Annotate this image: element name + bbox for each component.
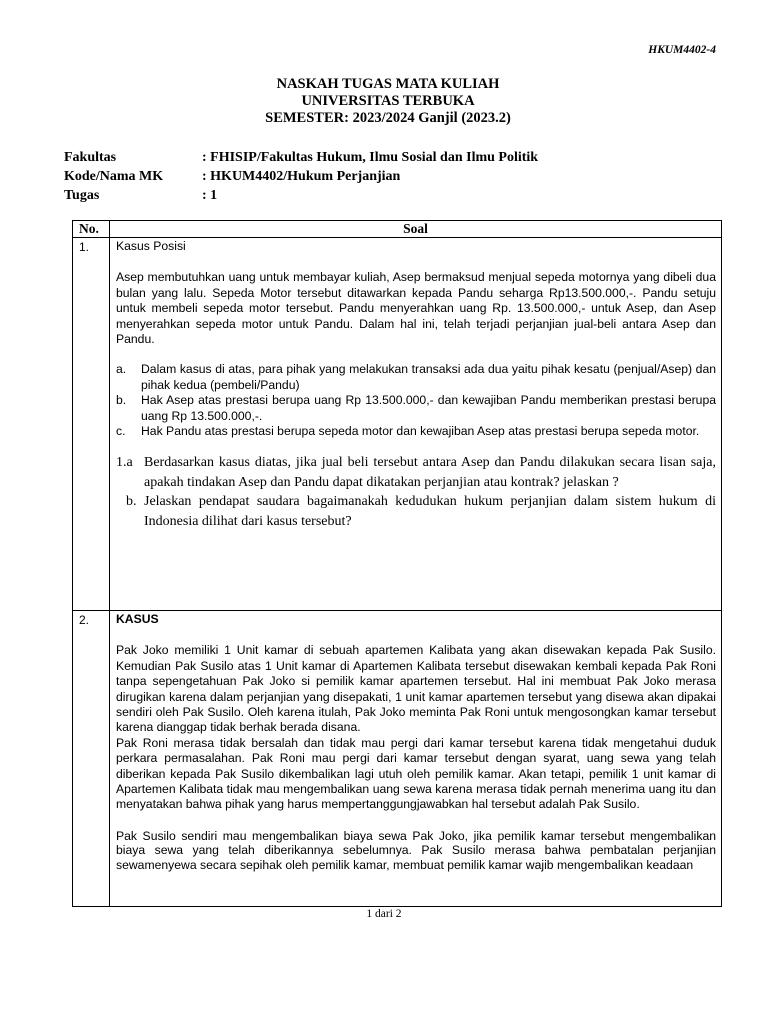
- page-number: 1 dari 2: [366, 908, 402, 920]
- questions-block: [116, 453, 716, 531]
- meta-value: : HKUM4402/Hukum Perjanjian: [202, 169, 401, 184]
- question-number: 1.: [73, 238, 110, 611]
- case-text: Asep membutuhkan uang untuk membayar kuliah, Asep bermaksud menjual sepeda motornya yang dibeli dua bulan yang lalu. Sepeda Motor tersebut ditawarkan kepada Pandu seharga Rp13.500.000,-. Pandu setuju untuk membeli sepeda motor tersebut. Pandu menyerahkan uang Rp. 13.500.000,- untuk Asep, dan Asep menyerahkan sepeda motor untuk Pandu. Dalam hal ini, telah terjadi perjanjian jual-beli antara Asep dan Pandu.: [116, 270, 716, 347]
- question-a: 1.a Berdasarkan kasus diatas, jika jual beli tersebut antara Asep dan Pandu dilakukan secara lisan saja, apakah tindakan Asep dan Pandu dapat dikatakan perjanjian atau kontrak? jelaskan ?: [116, 455, 716, 490]
- header-university: UNIVERSITAS TERBUKA: [301, 93, 475, 109]
- case-paragraph: Pak Susilo sendiri mau mengembalikan biaya sewa Pak Joko, jika pemilik kamar tersebut mengembalikan biaya sewa yang telah diberikannya sebelumnya. Pak Susilo merasa bahwa pembatalan perjanjian sewamenyewa secara sepihak oleh pemilik kamar, membuat pemilik kamar wajib mengembalikan keadaan: [116, 828, 716, 873]
- document-code: HKUM4402-4: [648, 44, 716, 56]
- meta-label: Tugas: [64, 188, 100, 203]
- column-header-no: No.: [73, 221, 110, 238]
- question-row-2: [73, 611, 722, 907]
- meta-value: : 1: [202, 188, 218, 203]
- list-item: a. Dalam kasus di atas, para pihak yang melakukan transaksi ada dua yaitu pihak kesatu (penjual/Asep) dan pihak kedua (pembeli/Pandu): [116, 362, 716, 392]
- header-semester: SEMESTER: 2023/2024 Ganjil (2023.2): [265, 110, 511, 126]
- column-header-soal: Soal: [110, 221, 722, 238]
- case-title: KASUS: [116, 612, 159, 626]
- meta-label: Fakultas: [64, 150, 117, 165]
- questions-table: [72, 220, 722, 907]
- question-content: [110, 238, 722, 611]
- meta-row-course: [64, 167, 538, 186]
- list-item: c. Hak Pandu atas prestasi berupa sepeda motor dan kewajiban Asep atas prestasi berupa sepeda motor.: [116, 424, 700, 439]
- case-title: Kasus Posisi: [116, 239, 186, 253]
- meta-row-assignment: [64, 186, 538, 205]
- question-b: b. Jelaskan pendapat saudara bagaimanakah kedudukan hukum perjanjian dalam sistem hukum di Indonesia dilihat dari kasus tersebut?: [126, 494, 716, 529]
- case-points-list: [116, 362, 716, 439]
- question-content: [110, 611, 722, 907]
- document-header: [0, 76, 768, 127]
- case-paragraph: Pak Joko memiliki 1 Unit kamar di sebuah apartemen Kalibata yang akan disewakan kepada Pak Susilo. Kemudian Pak Susilo atas 1 Unit kamar di Apartemen Kalibata tersebut disewakan kembali kepada Pak Roni tanpa sepengetahuan Pak Joko si pemilik kamar apartemen tersebut. Hal ini membuat Pak Joko merasa dirugikan karena dalam perjanjian yang disepakati, 1 unit kamar apartemen tersebut yang disewa akan dipakai sendiri oleh Pak Susilo. Oleh karena itulah, Pak Joko meminta Pak Roni untuk mengosongkan kamar tersebut karena dianggap tidak berhak berada disana.: [116, 643, 716, 735]
- meta-row-faculty: [64, 148, 538, 167]
- case-paragraph: Pak Roni merasa tidak bersalah dan tidak mau pergi dari kamar tersebut karena tidak mengetahui duduk perkara permasalahan. Pak Roni mau pergi dari kamar tersebut dengan syarat, uang sewa yang telah diberikan kepada Pak Susilo dikembalikan lagi utuh oleh pemilik kamar. Akan tetapi, pemilik 1 unit kamar di Apartemen Kalibata tidak mau mengembalikan uang sewa karena merasa tidak pernah menerima uang itu dan menyatakan bahwa pihak yang harus mempertanggungjawabkan hal tersebut adalah Pak Susilo.: [116, 735, 716, 812]
- course-info: [64, 148, 538, 205]
- list-item: b. Hak Asep atas prestasi berupa uang Rp 13.500.000,- dan kewajiban Pandu memberikan prestasi berupa uang Rp 13.500.000,-.: [116, 393, 716, 423]
- table-header-row: [73, 221, 722, 238]
- question-number: 2.: [73, 611, 110, 907]
- header-title: NASKAH TUGAS MATA KULIAH: [276, 76, 500, 92]
- meta-label: Kode/Nama MK: [64, 169, 164, 184]
- meta-value: : FHISIP/Fakultas Hukum, Ilmu Sosial dan Ilmu Politik: [202, 150, 539, 165]
- question-row-1: [73, 238, 722, 611]
